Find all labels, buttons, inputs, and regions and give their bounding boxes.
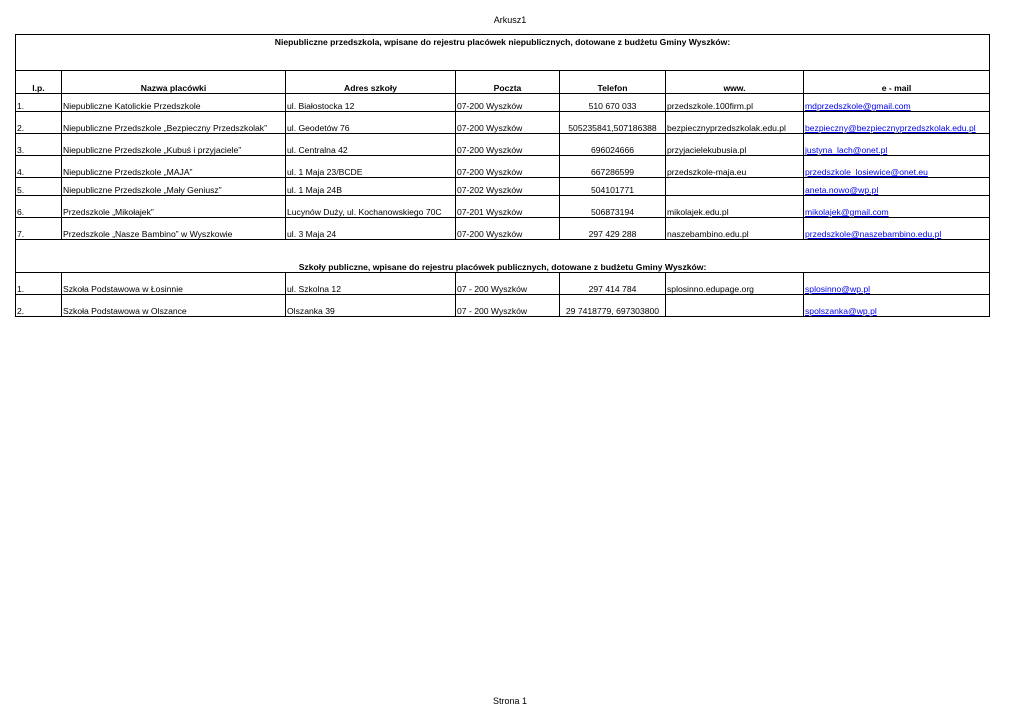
cell-www [666,178,804,196]
table-row [16,196,990,218]
cell-email [804,134,990,156]
cell-phone: 297 429 288 [560,218,666,240]
cell-www: przedszkole-maja.eu [666,156,804,178]
cell-name: Niepubliczne Przedszkole „MAJA” [62,156,286,178]
header-www: www. [666,71,804,94]
cell-email [804,218,990,240]
section2-title-row [16,240,990,273]
cell-post: 07-200 Wyszków [456,112,560,134]
cell-address: Lucynów Duży, ul. Kochanowskiego 70C [286,196,456,218]
cell-email [804,196,990,218]
cell-www: przyjacielekubusia.pl [666,134,804,156]
table-row [16,295,990,317]
cell-lp: 2. [16,112,62,134]
cell-address: ul. Szkolna 12 [286,273,456,295]
header-lp: l.p. [16,71,62,94]
email-link[interactable]: justyna_lach@onet.pl [805,145,888,155]
cell-lp: 3. [16,134,62,156]
email-link[interactable]: przedszkole@naszebambino.edu.pl [805,229,942,239]
cell-email [804,295,990,317]
cell-name: Niepubliczne Katolickie Przedszkole [62,94,286,112]
cell-name: Szkoła Podstawowa w Łosinnie [62,273,286,295]
cell-name: Przedszkole „Nasze Bambino” w Wyszkowie [62,218,286,240]
table-row [16,134,990,156]
cell-address: ul. Centralna 42 [286,134,456,156]
email-link[interactable]: spolszanka@wp.pl [805,306,877,316]
cell-lp: 6. [16,196,62,218]
cell-phone: 667286599 [560,156,666,178]
cell-phone: 29 7418779, 697303800 [560,295,666,317]
table-row [16,218,990,240]
cell-www: naszebambino.edu.pl [666,218,804,240]
sheet-title: Arkusz1 [493,15,527,25]
cell-phone: 510 670 033 [560,94,666,112]
cell-post: 07 - 200 Wyszków [456,273,560,295]
cell-name: Niepubliczne Przedszkole „Kubuś i przyjaciele” [62,134,286,156]
email-link[interactable]: mikolajek@gmail.com [805,207,889,217]
cell-name: Przedszkole „Mikołajek” [62,196,286,218]
cell-phone: 504101771 [560,178,666,196]
header-row [16,71,990,94]
cell-lp: 1. [16,94,62,112]
cell-email [804,178,990,196]
cell-lp: 4. [16,156,62,178]
cell-lp: 2. [16,295,62,317]
table-row [16,112,990,134]
institutions-table [15,34,990,317]
header-post: Poczta [456,71,560,94]
page-footer: Strona 1 [492,696,528,706]
header-name: Nazwa placówki [62,71,286,94]
cell-address: ul. 3 Maja 24 [286,218,456,240]
table-row [16,178,990,196]
cell-address: ul. 1 Maja 24B [286,178,456,196]
cell-post: 07-200 Wyszków [456,156,560,178]
table-row [16,94,990,112]
cell-post: 07-200 Wyszków [456,218,560,240]
email-link[interactable]: mdprzedszkole@gmail.com [805,101,911,111]
cell-www: splosinno.edupage.org [666,273,804,295]
cell-post: 07-200 Wyszków [456,134,560,156]
cell-www: mikolajek.edu.pl [666,196,804,218]
cell-phone: 506873194 [560,196,666,218]
cell-www [666,295,804,317]
section2-title: Szkoły publiczne, wpisane do rejestru placówek publicznych, dotowane z budżetu Gminy Wyszków: [16,240,990,273]
cell-email [804,156,990,178]
cell-address: ul. Białostocka 12 [286,94,456,112]
table-row [16,273,990,295]
email-link[interactable]: splosinno@wp.pl [805,284,871,294]
cell-phone: 297 414 784 [560,273,666,295]
email-link[interactable]: aneta.nowo@wp.pl [805,185,879,195]
header-email: e - mail [804,71,990,94]
cell-phone: 696024666 [560,134,666,156]
cell-email [804,94,990,112]
cell-address: Olszanka 39 [286,295,456,317]
cell-phone: 505235841,507186388 [560,112,666,134]
header-address: Adres szkoły [286,71,456,94]
cell-post: 07 - 200 Wyszków [456,295,560,317]
cell-name: Szkoła Podstawowa w Olszance [62,295,286,317]
section1-title: Niepubliczne przedszkola, wpisane do rejestru placówek niepublicznych, dotowane z budżetu Gminy Wyszków: [16,35,990,71]
cell-lp: 5. [16,178,62,196]
cell-address: ul. 1 Maja 23/BCDE [286,156,456,178]
cell-post: 07-201 Wyszków [456,196,560,218]
cell-name: Niepubliczne Przedszkole „Bezpieczny Przedszkolak” [62,112,286,134]
cell-email [804,112,990,134]
email-link[interactable]: przedszkole_losiewice@onet.eu [805,167,928,177]
cell-www: bezpiecznyprzedszkolak.edu.pl [666,112,804,134]
cell-post: 07-200 Wyszków [456,94,560,112]
section1-title-row [16,35,990,71]
table-row [16,156,990,178]
cell-post: 07-202 Wyszków [456,178,560,196]
cell-lp: 1. [16,273,62,295]
cell-lp: 7. [16,218,62,240]
cell-address: ul. Geodetów 76 [286,112,456,134]
header-phone: Telefon [560,71,666,94]
cell-email [804,273,990,295]
cell-name: Niepubliczne Przedszkole „Mały Geniusz” [62,178,286,196]
cell-www: przedszkole.100firm.pl [666,94,804,112]
email-link[interactable]: bezpieczny@bezpiecznyprzedszkolak.edu.pl [805,123,976,133]
